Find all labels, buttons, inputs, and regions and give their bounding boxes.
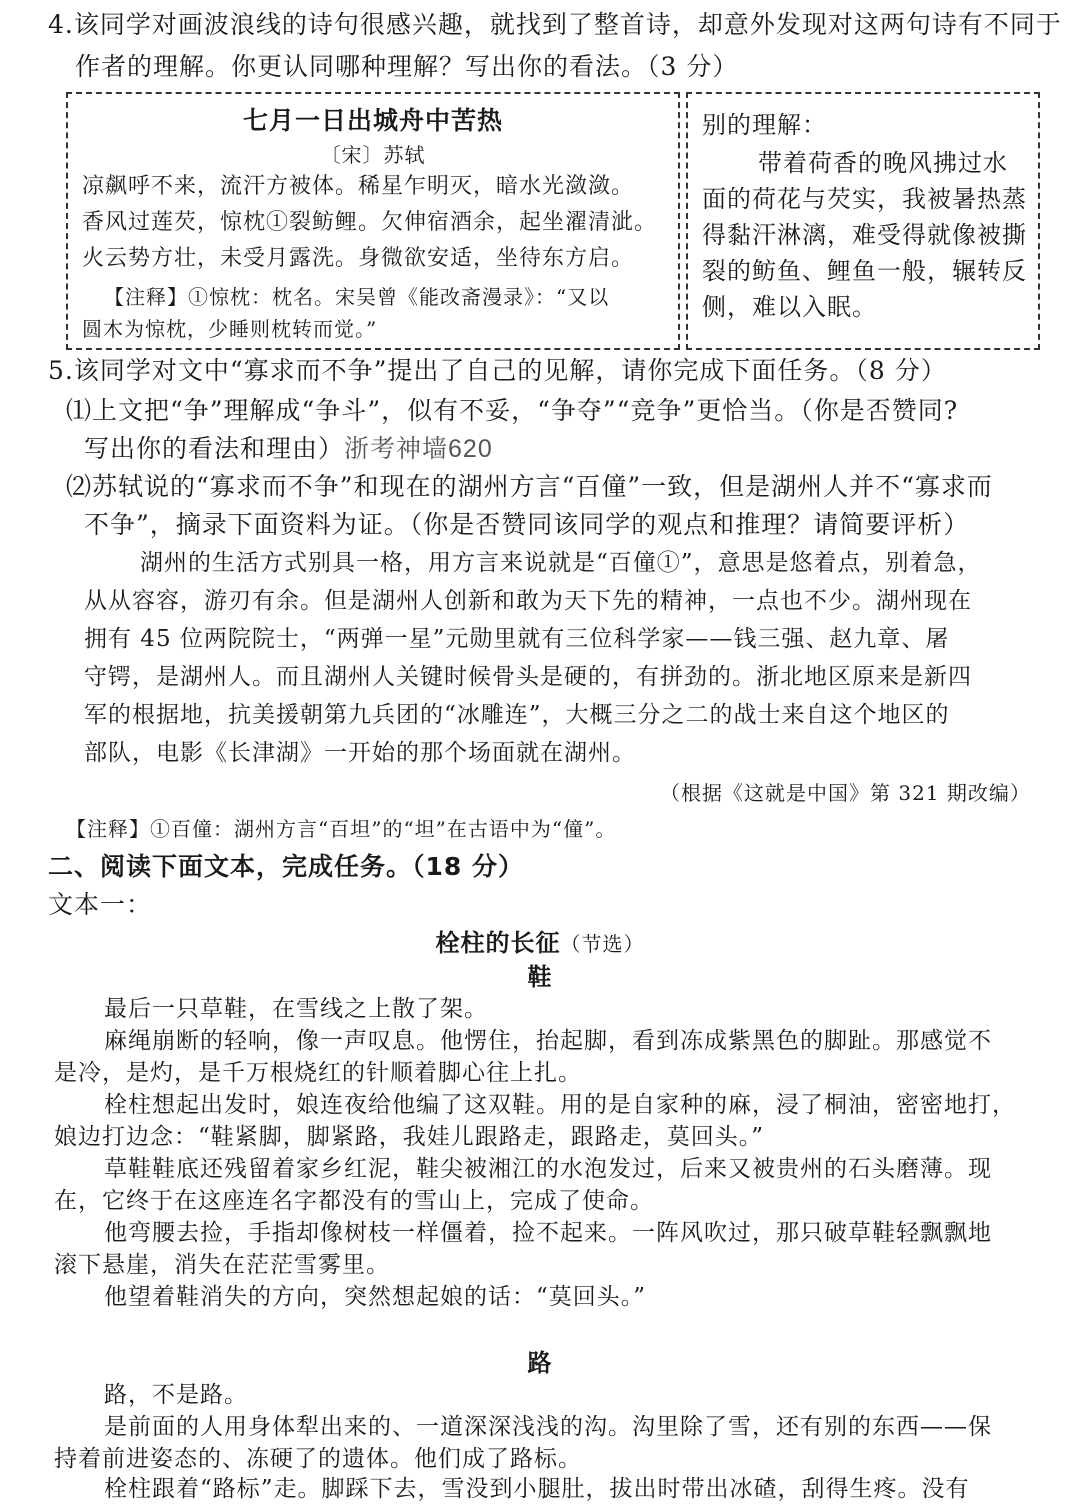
road-para: 持着前进姿态的、冻硬了的遗体。他们成了路标。 — [54, 1446, 582, 1472]
passage-line: 拥有 45 位两院院士，“两弹一星”元勋里就有三位科学家——钱三强、赵九章、屠 — [84, 626, 950, 652]
road-para: 栓柱跟着“路标”走。脚踩下去，雪没到小腿肚，拔出时带出冰碴，刮得生疼。没有 — [104, 1476, 970, 1502]
alt-understanding-box — [686, 92, 1040, 350]
shoe-para: 在，它终于在这座连名字都没有的雪山上，完成了使命。 — [54, 1188, 654, 1214]
alt-heading: 别的理解： — [702, 111, 827, 139]
shoe-para: 麻绳崩断的轻响，像一声叹息。他愣住，抬起脚，看到冻成紫黑色的脚趾。那感觉不 — [104, 1028, 992, 1054]
text-label: 文本一： — [48, 890, 153, 919]
shoe-para: 他望着鞋消失的方向，突然想起娘的话：“莫回头。” — [104, 1284, 647, 1310]
q5-sub1-line2 — [84, 432, 493, 466]
section2-heading: 二、阅读下面文本，完成任务。（18 分） — [48, 852, 524, 881]
subheading-road: 路 — [527, 1349, 553, 1377]
q4-line1: 4.该同学对画波浪线的诗句很感兴趣，就找到了整首诗，却意外发现对这两句诗有不同于 — [48, 10, 1062, 39]
road-para: 是前面的人用身体犁出来的、一道深深浅浅的沟。沟里除了雪，还有别的东西——保 — [104, 1414, 992, 1440]
story-title: 栓柱的长征 — [435, 929, 561, 957]
poem-author: 〔宋〕苏轼 — [320, 143, 426, 167]
shoe-para: 草鞋鞋底还残留着家乡红泥，鞋尖被湘江的水泡发过，后来又被贵州的石头磨薄。现 — [104, 1156, 992, 1182]
passage-line: 部队，电影《长津湖》一开始的那个场面就在湖州。 — [84, 740, 636, 766]
passage-source: （根据《这就是中国》第 321 期改编） — [660, 781, 1031, 805]
alt-line: 带着荷香的晚风拂过水 — [758, 149, 1008, 177]
passage-line: 湖州的生活方式别具一格，用方言来说就是“百僮①”，意思是悠着点，别着急， — [140, 550, 982, 576]
q5-sub2-line1: ⑵苏轼说的“寡求而不争”和现在的湖州方言“百僮”一致，但是湖州人并不“寡求而 — [66, 472, 993, 501]
story-title-suffix: （节选） — [560, 932, 645, 956]
alt-line: 面的荷花与芡实，我被暑热蒸 — [702, 185, 1027, 213]
road-para: 路，不是路。 — [104, 1382, 248, 1408]
q5-sub1-text: 写出你的看法和理由） — [84, 434, 345, 463]
q5-sub1-line1: ⑴上文把“争”理解成“争斗”，似有不妥，“争夺”“竞争”更恰当。（你是否赞同? — [66, 396, 959, 425]
shoe-para: 娘边打边念：“鞋紧脚，脚紧路，我娃儿跟路走，跟路走，莫回头。” — [54, 1124, 765, 1150]
subheading-shoe: 鞋 — [527, 963, 553, 991]
poem-title: 七月一日出城舟中苦热 — [242, 106, 503, 135]
shoe-para: 是冷，是灼，是千万根烧红的针顺着脚心往上扎。 — [54, 1060, 582, 1086]
poem-note-line1: 【注释】①惊枕：枕名。宋吴曾《能改斋漫录》：“又以 — [104, 285, 610, 309]
passage-line: 从从容容，游刃有余。但是湖州人创新和敢为天下先的精神，一点也不少。湖州现在 — [84, 588, 972, 614]
alt-line: 侧，难以入眠。 — [702, 293, 877, 321]
shoe-para: 滚下悬崖，消失在茫茫雪雾里。 — [54, 1252, 390, 1278]
shoe-para: 栓柱想起出发时，娘连夜给他编了这双鞋。用的是自家种的麻，浸了桐油，密密地打， — [104, 1092, 1016, 1118]
watermark-text: 浙考神墙620 — [344, 435, 493, 463]
poem-line: 凉飙呼不来，流汗方被体。稀星乍明灭，暗水光潋潋。 — [82, 174, 635, 199]
shoe-para: 最后一只草鞋，在雪线之上散了架。 — [104, 996, 488, 1022]
q5-line1: 5.该同学对文中“寡求而不争”提出了自己的见解，请你完成下面任务。（8 分） — [48, 356, 947, 385]
poem-line: 香风过莲芡，惊枕①裂鲂鲤。欠伸宿酒余，起坐濯清泚。 — [82, 210, 658, 235]
passage-note: 【注释】①百僮：湖州方言“百坦”的“坦”在古语中为“僮”。 — [66, 817, 617, 841]
poem-box — [66, 92, 680, 350]
story-title-line — [0, 926, 1080, 961]
alt-line: 得黏汗淋漓，难受得就像被撕 — [702, 221, 1027, 249]
passage-line: 军的根据地，抗美援朝第九兵团的“冰雕连”，大概三分之二的战士来自这个地区的 — [84, 702, 950, 728]
alt-line: 裂的鲂鱼、鲤鱼一般，辗转反 — [702, 257, 1027, 285]
poem-note-line2: 圆木为惊枕，少睡则枕转而觉。” — [82, 317, 378, 341]
q4-line2: 作者的理解。你更认同哪种理解？写出你的看法。（3 分） — [75, 52, 739, 81]
q5-sub2-line2: 不争”，摘录下面资料为证。（你是否赞同该同学的观点和推理？请简要评析） — [84, 510, 970, 539]
poem-line: 火云势方壮，未受月露洗。身微欲安适，坐待东方启。 — [82, 246, 635, 271]
shoe-para: 他弯腰去捡，手指却像树枝一样僵着，捡不起来。一阵风吹过，那只破草鞋轻飘飘地 — [104, 1220, 992, 1246]
passage-line: 守锷，是湖州人。而且湖州人关键时候骨头是硬的，有拼劲的。浙北地区原来是新四 — [84, 664, 972, 690]
